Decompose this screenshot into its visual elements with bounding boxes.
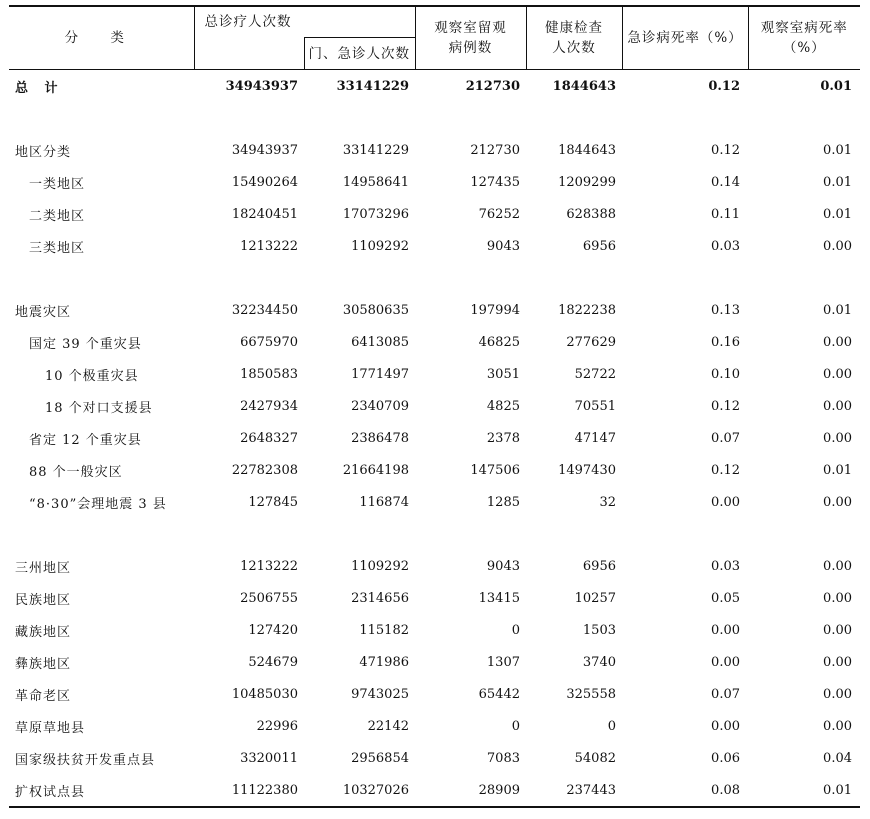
cell-outpatient-emergency: 17073296 (342, 206, 409, 222)
cell-observation-death-rate: 0.00 (823, 430, 852, 446)
cell-observation-cases: 127435 (470, 174, 520, 190)
header-category: 分 类 (9, 6, 194, 70)
statistics-table (9, 5, 860, 808)
cell-observation-cases: 197994 (470, 302, 520, 318)
row-label: 18 个对口支援县 (45, 400, 153, 416)
cell-outpatient-emergency: 6413085 (351, 334, 409, 350)
cell-emergency-death-rate: 0.10 (711, 366, 740, 382)
cell-observation-cases: 1307 (486, 654, 520, 670)
table-row (9, 646, 860, 678)
cell-health-checks: 1844643 (552, 78, 616, 94)
cell-observation-death-rate: 0.00 (823, 238, 852, 254)
cell-observation-cases: 4825 (486, 398, 520, 414)
cell-health-checks: 3740 (582, 654, 616, 670)
table-row (9, 134, 860, 166)
cell-observation-death-rate: 0.00 (823, 590, 852, 606)
cell-observation-death-rate: 0.01 (823, 462, 852, 478)
cell-total-visits: 127845 (248, 494, 298, 510)
cell-outpatient-emergency: 1771497 (351, 366, 409, 382)
row-label: 地震灾区 (15, 304, 72, 320)
cell-health-checks: 0 (607, 718, 616, 734)
table-row (9, 358, 860, 390)
cell-outpatient-emergency: 33141229 (336, 78, 409, 94)
cell-health-checks: 52722 (574, 366, 616, 382)
cell-emergency-death-rate: 0.06 (711, 750, 740, 766)
cell-observation-death-rate: 0.00 (823, 366, 852, 382)
row-label: 省定 12 个重灾县 (29, 432, 142, 448)
cell-observation-death-rate: 0.00 (823, 558, 852, 574)
cell-outpatient-emergency: 115182 (359, 622, 409, 638)
cell-total-visits: 1213222 (240, 558, 298, 574)
cell-observation-cases: 9043 (486, 238, 520, 254)
cell-outpatient-emergency: 30580635 (342, 302, 409, 318)
cell-total-visits: 3320011 (240, 750, 298, 766)
cell-outpatient-emergency: 116874 (359, 494, 409, 510)
cell-outpatient-emergency: 1109292 (351, 558, 409, 574)
row-label: 二类地区 (29, 208, 86, 224)
cell-emergency-death-rate: 0.07 (711, 430, 740, 446)
cell-emergency-death-rate: 0.00 (711, 622, 740, 638)
cell-total-visits: 34943937 (231, 142, 298, 158)
row-label: 10 个极重灾县 (45, 368, 139, 384)
row-label: 总 计 (15, 80, 64, 96)
table-row (9, 326, 860, 358)
cell-outpatient-emergency: 2314656 (351, 590, 409, 606)
cell-total-visits: 127420 (248, 622, 298, 638)
cell-health-checks: 325558 (566, 686, 616, 702)
row-label: 地区分类 (15, 144, 72, 160)
row-label: 革命老区 (15, 688, 72, 704)
cell-observation-death-rate: 0.00 (823, 686, 852, 702)
cell-observation-death-rate: 0.00 (823, 654, 852, 670)
cell-observation-cases: 212730 (470, 142, 520, 158)
table-row (9, 294, 860, 326)
cell-emergency-death-rate: 0.16 (711, 334, 740, 350)
cell-outpatient-emergency: 2956854 (351, 750, 409, 766)
row-label: 三类地区 (29, 240, 86, 256)
spacer-row (9, 102, 860, 134)
header-health-checks (526, 6, 622, 70)
cell-observation-cases: 0 (511, 718, 520, 734)
cell-outpatient-emergency: 21664198 (342, 462, 409, 478)
cell-observation-death-rate: 0.01 (823, 206, 852, 222)
header-health-checks-text: 健康检查人次数 (545, 20, 603, 56)
cell-total-visits: 22996 (256, 718, 298, 734)
table-row (9, 390, 860, 422)
row-label: 一类地区 (29, 176, 86, 192)
cell-observation-cases: 3051 (486, 366, 520, 382)
table-row (9, 166, 860, 198)
cell-health-checks: 1503 (582, 622, 616, 638)
table-row (9, 550, 860, 582)
cell-observation-death-rate: 0.00 (823, 494, 852, 510)
cell-observation-death-rate: 0.04 (823, 750, 852, 766)
cell-total-visits: 524679 (248, 654, 298, 670)
cell-emergency-death-rate: 0.12 (711, 398, 740, 414)
cell-health-checks: 70551 (574, 398, 616, 414)
cell-health-checks: 1844643 (558, 142, 616, 158)
row-label: 彝族地区 (15, 656, 72, 672)
cell-emergency-death-rate: 0.00 (711, 494, 740, 510)
cell-emergency-death-rate: 0.13 (711, 302, 740, 318)
cell-outpatient-emergency: 471986 (359, 654, 409, 670)
cell-emergency-death-rate: 0.12 (711, 462, 740, 478)
cell-health-checks: 237443 (526, 774, 622, 807)
table-row (9, 678, 860, 710)
spacer-cell (9, 262, 860, 294)
cell-emergency-death-rate: 0.00 (711, 718, 740, 734)
cell-observation-cases: 28909 (415, 774, 526, 807)
cell-observation-death-rate: 0.01 (823, 174, 852, 190)
cell-observation-cases: 46825 (478, 334, 520, 350)
cell-observation-death-rate: 0.01 (823, 142, 852, 158)
cell-observation-cases: 2378 (486, 430, 520, 446)
table-row (9, 454, 860, 486)
cell-health-checks: 277629 (566, 334, 616, 350)
row-label: 三州地区 (15, 560, 72, 576)
header-emergency-death-rate: 急诊病死率（%） (622, 6, 748, 70)
cell-health-checks: 10257 (574, 590, 616, 606)
cell-outpatient-emergency: 9743025 (351, 686, 409, 702)
cell-emergency-death-rate: 0.00 (711, 654, 740, 670)
row-label: 国家级扶贫开发重点县 (15, 752, 156, 768)
cell-outpatient-emergency: 2340709 (351, 398, 409, 414)
cell-observation-cases: 65442 (478, 686, 520, 702)
cell-health-checks: 6956 (582, 238, 616, 254)
row-label: 草原草地县 (15, 720, 86, 736)
header-total-visits: 总诊疗人次数 (194, 6, 415, 38)
cell-emergency-death-rate: 0.14 (711, 174, 740, 190)
cell-outpatient-emergency: 1109292 (351, 238, 409, 254)
cell-observation-death-rate: 0.00 (823, 334, 852, 350)
table-row (9, 614, 860, 646)
table-row (9, 774, 860, 807)
cell-emergency-death-rate: 0.08 (622, 774, 748, 807)
cell-total-visits: 6675970 (240, 334, 298, 350)
row-label: 88 个一般灾区 (29, 464, 123, 480)
row-label: 扩权试点县 (9, 774, 194, 807)
header-observation-cases (415, 6, 526, 70)
cell-total-visits: 1213222 (240, 238, 298, 254)
row-label: 藏族地区 (15, 624, 72, 640)
cell-health-checks: 1497430 (558, 462, 616, 478)
table-row (9, 742, 860, 774)
cell-total-visits: 11122380 (194, 774, 304, 807)
cell-outpatient-emergency: 14958641 (342, 174, 409, 190)
table-row (9, 582, 860, 614)
cell-health-checks: 47147 (574, 430, 616, 446)
spacer-row (9, 518, 860, 550)
cell-total-visits: 2648327 (240, 430, 298, 446)
cell-health-checks: 1822238 (558, 302, 616, 318)
cell-outpatient-emergency: 22142 (367, 718, 409, 734)
cell-emergency-death-rate: 0.05 (711, 590, 740, 606)
cell-emergency-death-rate: 0.12 (711, 142, 740, 158)
cell-emergency-death-rate: 0.12 (708, 78, 740, 94)
cell-observation-cases: 13415 (478, 590, 520, 606)
cell-observation-cases: 76252 (478, 206, 520, 222)
header-observation-death-rate-text: 观察室病死率（%） (760, 20, 848, 56)
cell-observation-cases: 1285 (486, 494, 520, 510)
table-row (9, 198, 860, 230)
cell-observation-death-rate: 0.01 (820, 78, 852, 94)
cell-total-visits: 22782308 (231, 462, 298, 478)
cell-total-visits: 32234450 (231, 302, 298, 318)
cell-observation-death-rate: 0.00 (823, 398, 852, 414)
cell-observation-cases: 9043 (486, 558, 520, 574)
table-row (9, 710, 860, 742)
cell-health-checks: 54082 (574, 750, 616, 766)
spacer-cell (9, 102, 860, 134)
table-body (9, 70, 860, 808)
cell-emergency-death-rate: 0.03 (711, 558, 740, 574)
cell-outpatient-emergency: 33141229 (342, 142, 409, 158)
cell-observation-death-rate: 0.00 (823, 622, 852, 638)
cell-health-checks: 32 (599, 494, 616, 510)
table-row (9, 422, 860, 454)
cell-emergency-death-rate: 0.07 (711, 686, 740, 702)
header-total-visits-spacer (194, 38, 304, 70)
cell-total-visits: 1850583 (240, 366, 298, 382)
cell-observation-death-rate: 0.00 (823, 718, 852, 734)
cell-observation-cases: 212730 (465, 78, 520, 94)
cell-health-checks: 6956 (582, 558, 616, 574)
header-observation-cases-text: 观察室留观病例数 (434, 20, 507, 56)
cell-emergency-death-rate: 0.11 (711, 206, 740, 222)
cell-observation-cases: 0 (511, 622, 520, 638)
table-row (9, 70, 860, 103)
cell-health-checks: 628388 (566, 206, 616, 222)
cell-observation-cases: 147506 (470, 462, 520, 478)
table-header (9, 6, 860, 70)
cell-observation-death-rate: 0.01 (823, 302, 852, 318)
cell-health-checks: 1209299 (558, 174, 616, 190)
cell-emergency-death-rate: 0.03 (711, 238, 740, 254)
spacer-row (9, 262, 860, 294)
cell-outpatient-emergency: 2386478 (351, 430, 409, 446)
cell-total-visits: 18240451 (231, 206, 298, 222)
cell-total-visits: 10485030 (231, 686, 298, 702)
table-row (9, 486, 860, 518)
cell-total-visits: 2506755 (240, 590, 298, 606)
header-observation-death-rate (748, 6, 860, 70)
cell-total-visits: 15490264 (231, 174, 298, 190)
row-label: “8·30”会理地震 3 县 (29, 496, 167, 512)
table-row (9, 230, 860, 262)
cell-total-visits: 34943937 (225, 78, 298, 94)
cell-total-visits: 2427934 (240, 398, 298, 414)
cell-observation-cases: 7083 (486, 750, 520, 766)
row-label: 民族地区 (15, 592, 72, 608)
row-label: 国定 39 个重灾县 (29, 336, 142, 352)
cell-observation-death-rate: 0.01 (748, 774, 860, 807)
cell-outpatient-emergency: 10327026 (304, 774, 415, 807)
spacer-cell (9, 518, 860, 550)
header-outpatient-emergency: 门、急诊人次数 (304, 38, 415, 70)
